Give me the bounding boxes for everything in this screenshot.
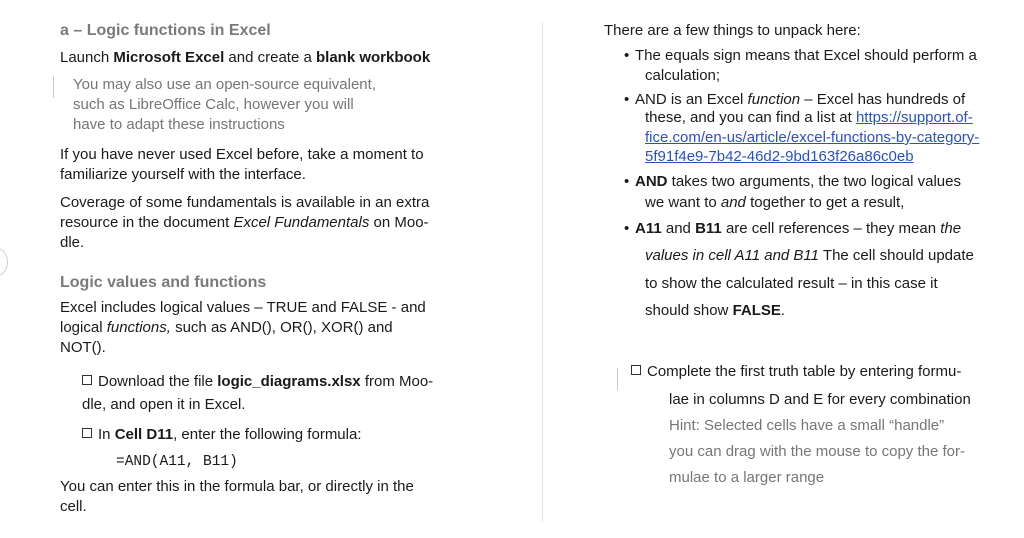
task-side-bar	[617, 368, 618, 390]
page-edge-arc	[0, 248, 8, 276]
hint-line-2: you can drag with the mouse to copy the for-	[669, 443, 965, 460]
bullet-4-line-4: should show FALSE.	[645, 302, 786, 319]
task-line-2: lae in columns D and E for every combination	[669, 391, 971, 408]
download-task-line-2: dle, and open it in Excel.	[82, 396, 246, 413]
subheading: Logic values and functions	[60, 274, 267, 291]
hint-line-3: mulae to a larger range	[669, 469, 825, 486]
bullet-4-line-1: A11 and B11 are cell references – they mean the	[635, 220, 962, 237]
bullet-icon: •	[624, 173, 630, 190]
intro-line: There are a few things to unpack here:	[604, 22, 861, 39]
bullet-icon: •	[624, 91, 630, 108]
bullet-1-line-2: calculation;	[645, 67, 721, 84]
bullet-3-line-2: we want to and together to get a result,	[645, 194, 905, 211]
checkbox-icon[interactable]	[82, 375, 92, 385]
coverage-line-3: dle.	[60, 234, 85, 251]
support-link[interactable]: https://support.of-	[855, 109, 973, 126]
bullet-2-line-1: AND is an Excel function – Excel has hundreds of	[635, 91, 966, 108]
coverage-line-2: resource in the document Excel Fundamentals on Moo-	[60, 214, 429, 231]
bullet-2-line-2: these, and you can find a list at https://support.of-	[645, 109, 973, 126]
includes-line-2: logical functions, such as AND(), OR(), XOR() and	[60, 319, 393, 336]
note-line-1: You may also use an open-source equivalent,	[73, 76, 376, 93]
never-used-line-2: familiarize yourself with the interface.	[60, 166, 306, 183]
column-divider	[542, 22, 543, 522]
never-used-line-1: If you have never used Excel before, take a moment to	[60, 146, 424, 163]
launch-line: Launch Microsoft Excel and create a blank workbook	[60, 49, 431, 66]
support-link-line-2[interactable]: fice.com/en-us/article/excel-functions-by-category-	[645, 129, 980, 146]
note-line-3: have to adapt these instructions	[73, 116, 285, 133]
enter-line-1: You can enter this in the formula bar, or directly in the	[60, 478, 414, 495]
hint-line-1: Hint: Selected cells have a small “handle”	[669, 417, 945, 434]
includes-line-3: NOT().	[60, 339, 106, 356]
bullet-4-line-3: to show the calculated result – in this case it	[645, 275, 938, 292]
bullet-icon: •	[624, 47, 630, 64]
bullet-icon: •	[624, 220, 630, 237]
bullet-3-line-1: AND takes two arguments, the two logical values	[635, 173, 961, 190]
truth-table-task: Complete the first truth table by entering formu-	[631, 362, 961, 382]
download-task: Download the file logic_diagrams.xlsx from Moo-	[82, 372, 433, 392]
note-line-2: such as LibreOffice Calc, however you will	[73, 96, 354, 113]
section-heading: a – Logic functions in Excel	[60, 22, 271, 39]
formula-code: =AND(A11, B11)	[116, 454, 238, 470]
checkbox-icon[interactable]	[631, 365, 641, 375]
enter-line-2: cell.	[60, 498, 87, 515]
bullet-4-line-2: values in cell A11 and B11 The cell should update	[645, 247, 974, 264]
checkbox-icon[interactable]	[82, 428, 92, 438]
support-link-line-3[interactable]: 5f91f4e9-7b42-46d2-9bd163f26a86c0eb	[645, 148, 914, 165]
note-side-bar	[53, 76, 54, 98]
cell-task: In Cell D11, enter the following formula:	[82, 425, 362, 445]
includes-line-1: Excel includes logical values – TRUE and FALSE - and	[60, 299, 426, 316]
coverage-line-1: Coverage of some fundamentals is available in an extra	[60, 194, 430, 211]
bullet-1-line-1: The equals sign means that Excel should perform a	[635, 47, 977, 64]
